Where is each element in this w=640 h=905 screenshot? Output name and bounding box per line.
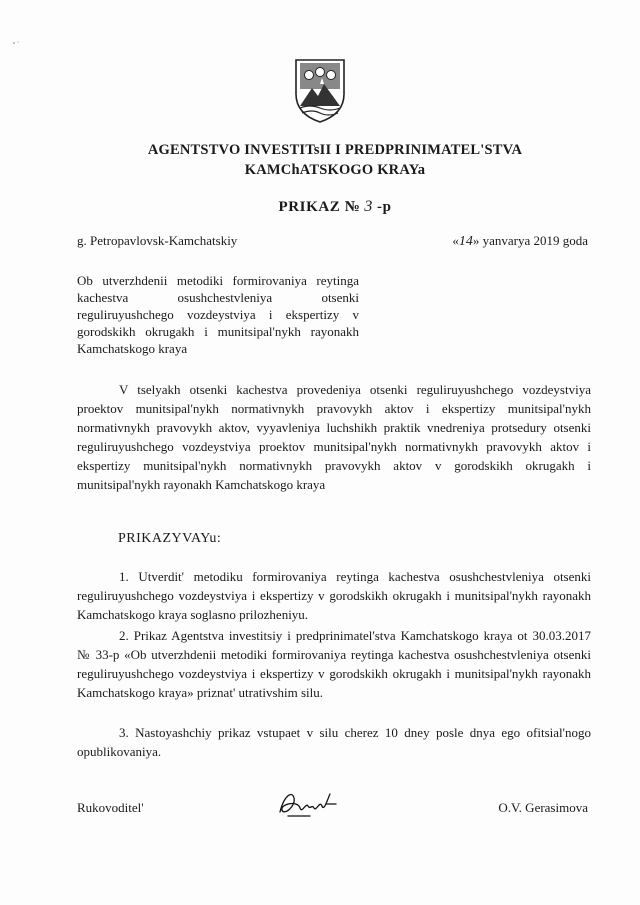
date-open-quote: « (452, 233, 459, 248)
order-place: g. Petropavlovsk-Kamchatskiy (77, 233, 238, 248)
order-item-2: 2. Prikaz Agentstva investitsiy i predprinimatel'stva Kamchatskogo kraya ot 30.03.2017 № 33-p «Ob utverzhdenii metodiki formirovaniya reytinga kachestva osushchestvleniya otsenki reguliruyushchego vozdeystviya i ekspertizy v gorodskikh okrugakh i munitsipal'nykh rayonakh Kamchatskogo kraya» priznat' utrativshim silu. (77, 628, 591, 700)
signatory-name: O.V. Gerasimova (498, 800, 588, 815)
coat-of-arms-icon (292, 58, 348, 124)
organization-name-line2: KAMChATSKOGO KRAYa (244, 162, 426, 178)
order-number: 3 (364, 198, 374, 215)
order-item-3: 3. Nastoyashchiy prikaz vstupaet v silu cherez 10 dney posle dnya ego ofitsial'nogo opublikovaniya. (77, 725, 591, 759)
date-day: 14 (458, 234, 473, 249)
handwritten-signature (270, 786, 350, 822)
order-prefix: PRIKAZ № (278, 199, 361, 215)
date-rest: » yanvarya 2019 goda (472, 233, 588, 248)
scan-speck (12, 40, 22, 46)
preamble-paragraph: V tselyakh otsenki kachestva provedeniya otsenki reguliruyushchego vozdeystviya proektov munitsipal'nykh normativnykh pravovykh aktov i ekspertizy munitsipal'nykh normativnykh pravovykh aktov, vyyavleniya luchshikh praktik vnedreniya protsedury otsenki reguliruyushchego vozdeystviya proektov munitsipal'nykh normativnykh pravovykh aktov i ekspertizy munitsipal'nykh normativnykh pravovykh aktov v gorodskikh okrugakh i munitsipal'nykh rayonakh Kamchatskogo kraya (77, 382, 591, 492)
order-date (452, 233, 588, 250)
order-item-1: 1. Utverdit' metodiku formirovaniya reytinga kachestva osushchestvleniya otsenki reguliruyushchego vozdeystviya i ekspertizy v gorodskikh okrugakh i munitsipal'nykh rayonakh Kamchatskogo kraya soglasno prilozheniyu. (77, 569, 591, 622)
organization-name-line1: AGENTSTVO INVESTITsII I PREDPRINIMATEL'STVA (147, 142, 523, 158)
order-title (80, 198, 590, 216)
directive-word: PRIKAZYVAYu: (118, 531, 222, 546)
signatory-role: Rukovoditel' (77, 800, 144, 815)
order-suffix: -p (377, 199, 392, 215)
order-subject: Ob utverzhdenii metodiki formirovaniya reytinga kachestva osushchestvleniya otsenki reguliruyushchego vozdeystviya i ekspertizy v gorodskikh okrugakh i munitsipal'nykh rayonakh Kamchatskogo kraya (77, 273, 359, 356)
